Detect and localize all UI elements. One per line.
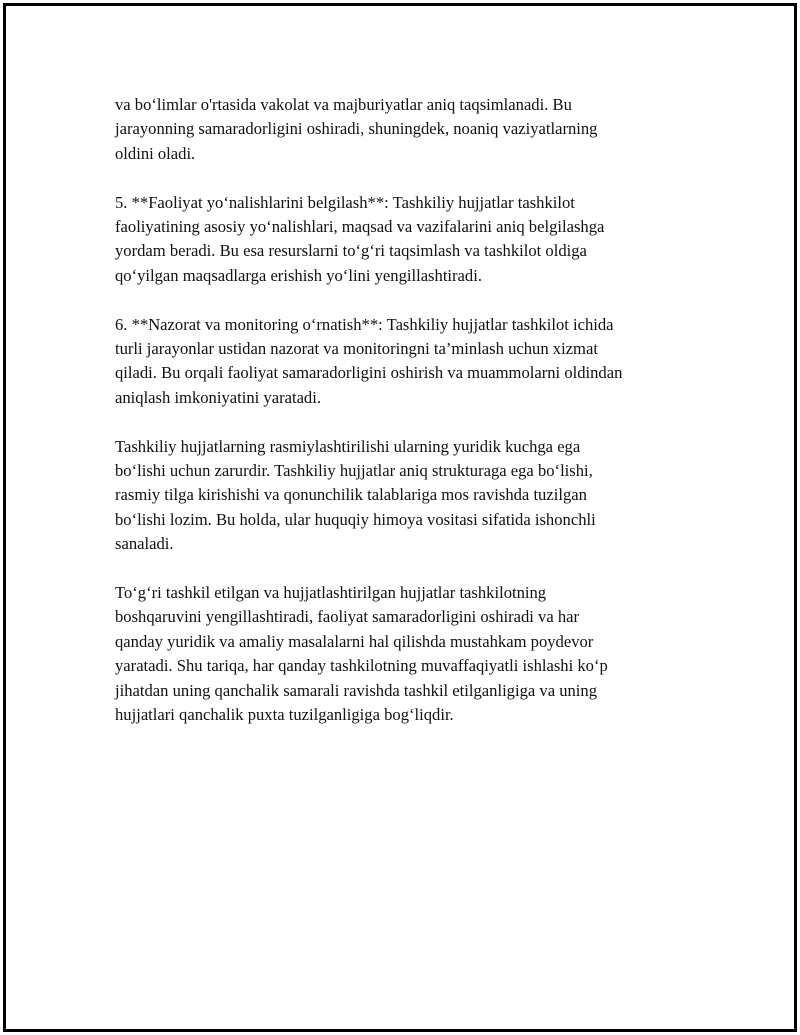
paragraph-item-5: 5. **Faoliyat yo‘nalishlarini belgilash**: Tashkiliy hujjatlar tashkilot faoliyatining asosiy yo‘nalishlari, maqsad va vazifalarini aniq belgilashga yordam beradi. Bu esa resurslarni to‘g‘ri taqsimlash va tashkilot oldiga qo‘yilgan maqsadlarga erishish yo‘lini yengillashtiradi. xyxy=(115,192,605,285)
paragraph-continuation: va bo‘limlar o'rtasida vakolat va majburiyatlar aniq taqsimlanadi. Bu jarayonning samaradorligini oshiradi, shuningdek, noaniq vaziyatlarning oldini oladi. xyxy=(115,95,598,163)
document-body xyxy=(115,93,695,752)
paragraph-item-6: 6. **Nazorat va monitoring o‘rnatish**: Tashkiliy hujjatlar tashkilot ichida turli jarayonlar ustidan nazorat va monitoringni ta’minlash uchun xizmat qiladi. Bu orqali faoliyat samaradorligini oshirish va muammolarni oldindan aniqlash imkoniyatini yaratadi. xyxy=(115,314,623,407)
paragraph-conclusion: To‘g‘ri tashkil etilgan va hujjatlashtirilgan hujjatlar tashkilotning boshqaruvini yengillashtiradi, faoliyat samaradorligini oshiradi va har qanday yuridik va amaliy masalalarni hal qilishda mustahkam poydevor yaratadi. Shu tariqa, har qanday tashkilotning muvaffaqiyatli ishlashi ko‘p jihatdan uning qanchalik samarali ravishda tashkil etilganligiga va uning hujjatlari qanchalik puxta tuzilganligiga bog‘liqdir. xyxy=(115,583,608,725)
paragraph-formalization: Tashkiliy hujjatlarning rasmiylashtirilishi ularning yuridik kuchga ega bo‘lishi uchun zarurdir. Tashkiliy hujjatlar aniq strukturaga ega bo‘lishi, rasmiy tilga kirishishi va qonunchilik talablariga mos ravishda tuzilgan bo‘lishi lozim. Bu holda, ular huquqiy himoya vositasi sifatida ishonchli sanaladi. xyxy=(115,436,596,554)
